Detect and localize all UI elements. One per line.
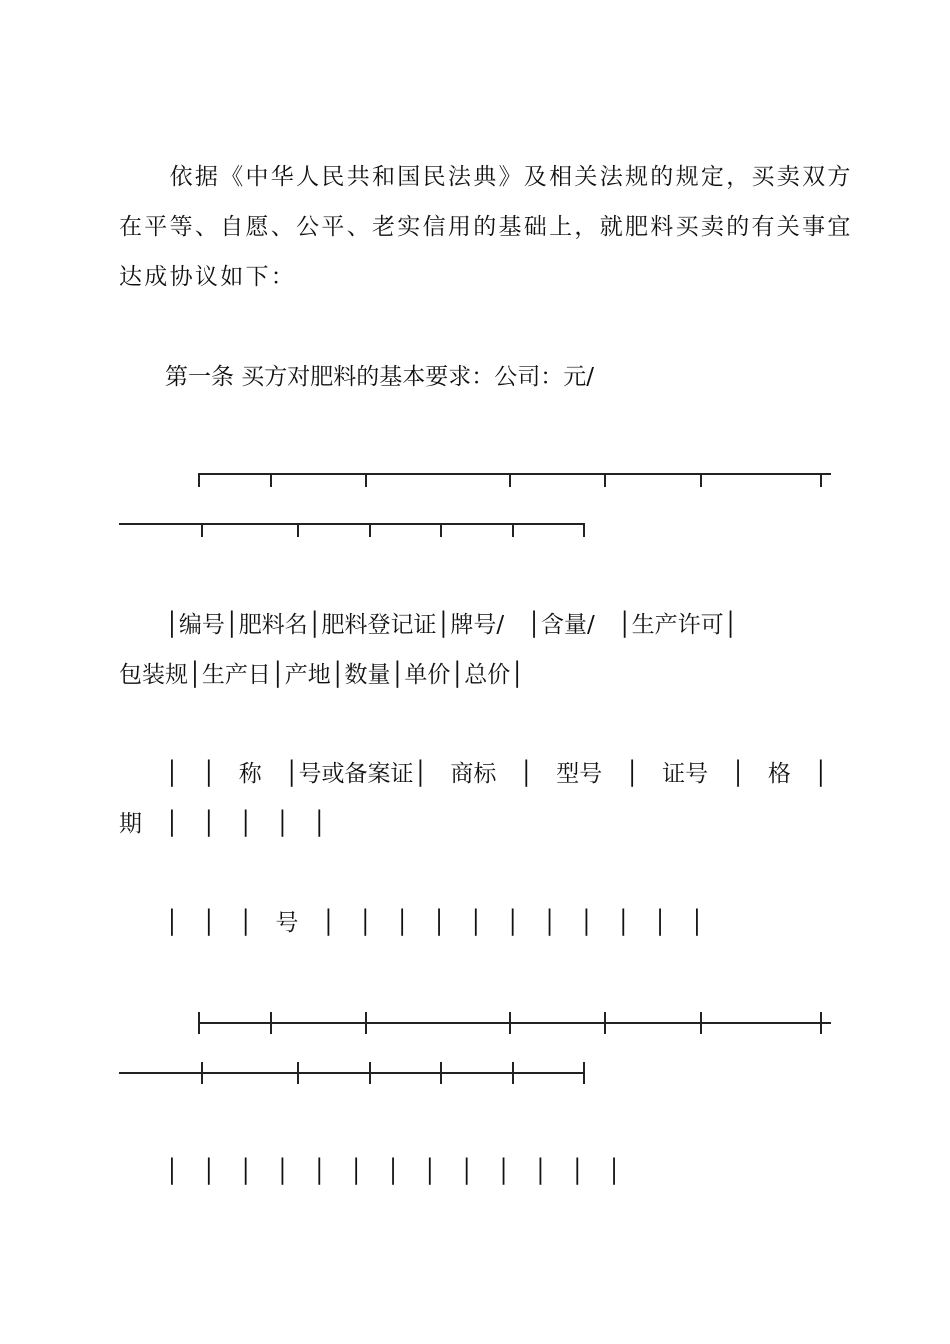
table-header-row-3: │ │ │ 号 │ │ │ │ │ │ │ │ │ │ │: [119, 910, 704, 936]
table-header-row-2a: │ │ 称 │号或备案证│ 商标 │ 型号 │ 证号 │ 格 │: [119, 761, 828, 787]
table-header-row-2b: 期 │ │ │ │ │: [119, 811, 327, 837]
intro-line-2: 在平等、自愿、公平、老实信用的基础上，就肥料买卖的有关事宜: [119, 214, 853, 240]
intro-line-1: 依据《中华人民共和国民法典》及相关法规的规定，买卖双方: [119, 164, 853, 190]
table-empty-row: │ │ │ │ │ │ │ │ │ │ │ │ │: [119, 1159, 622, 1185]
table-header-row-1b: 包装规│生产日│产地│数量│单价│总价│: [119, 662, 525, 688]
intro-line-3: 达成协议如下：: [119, 264, 297, 290]
table-header-row-1a: │编号│肥料名│肥料登记证│牌号/ │含量/ │生产许可│: [119, 612, 738, 638]
article-one: 第一条 买方对肥料的基本要求：公司：元/: [119, 364, 595, 390]
